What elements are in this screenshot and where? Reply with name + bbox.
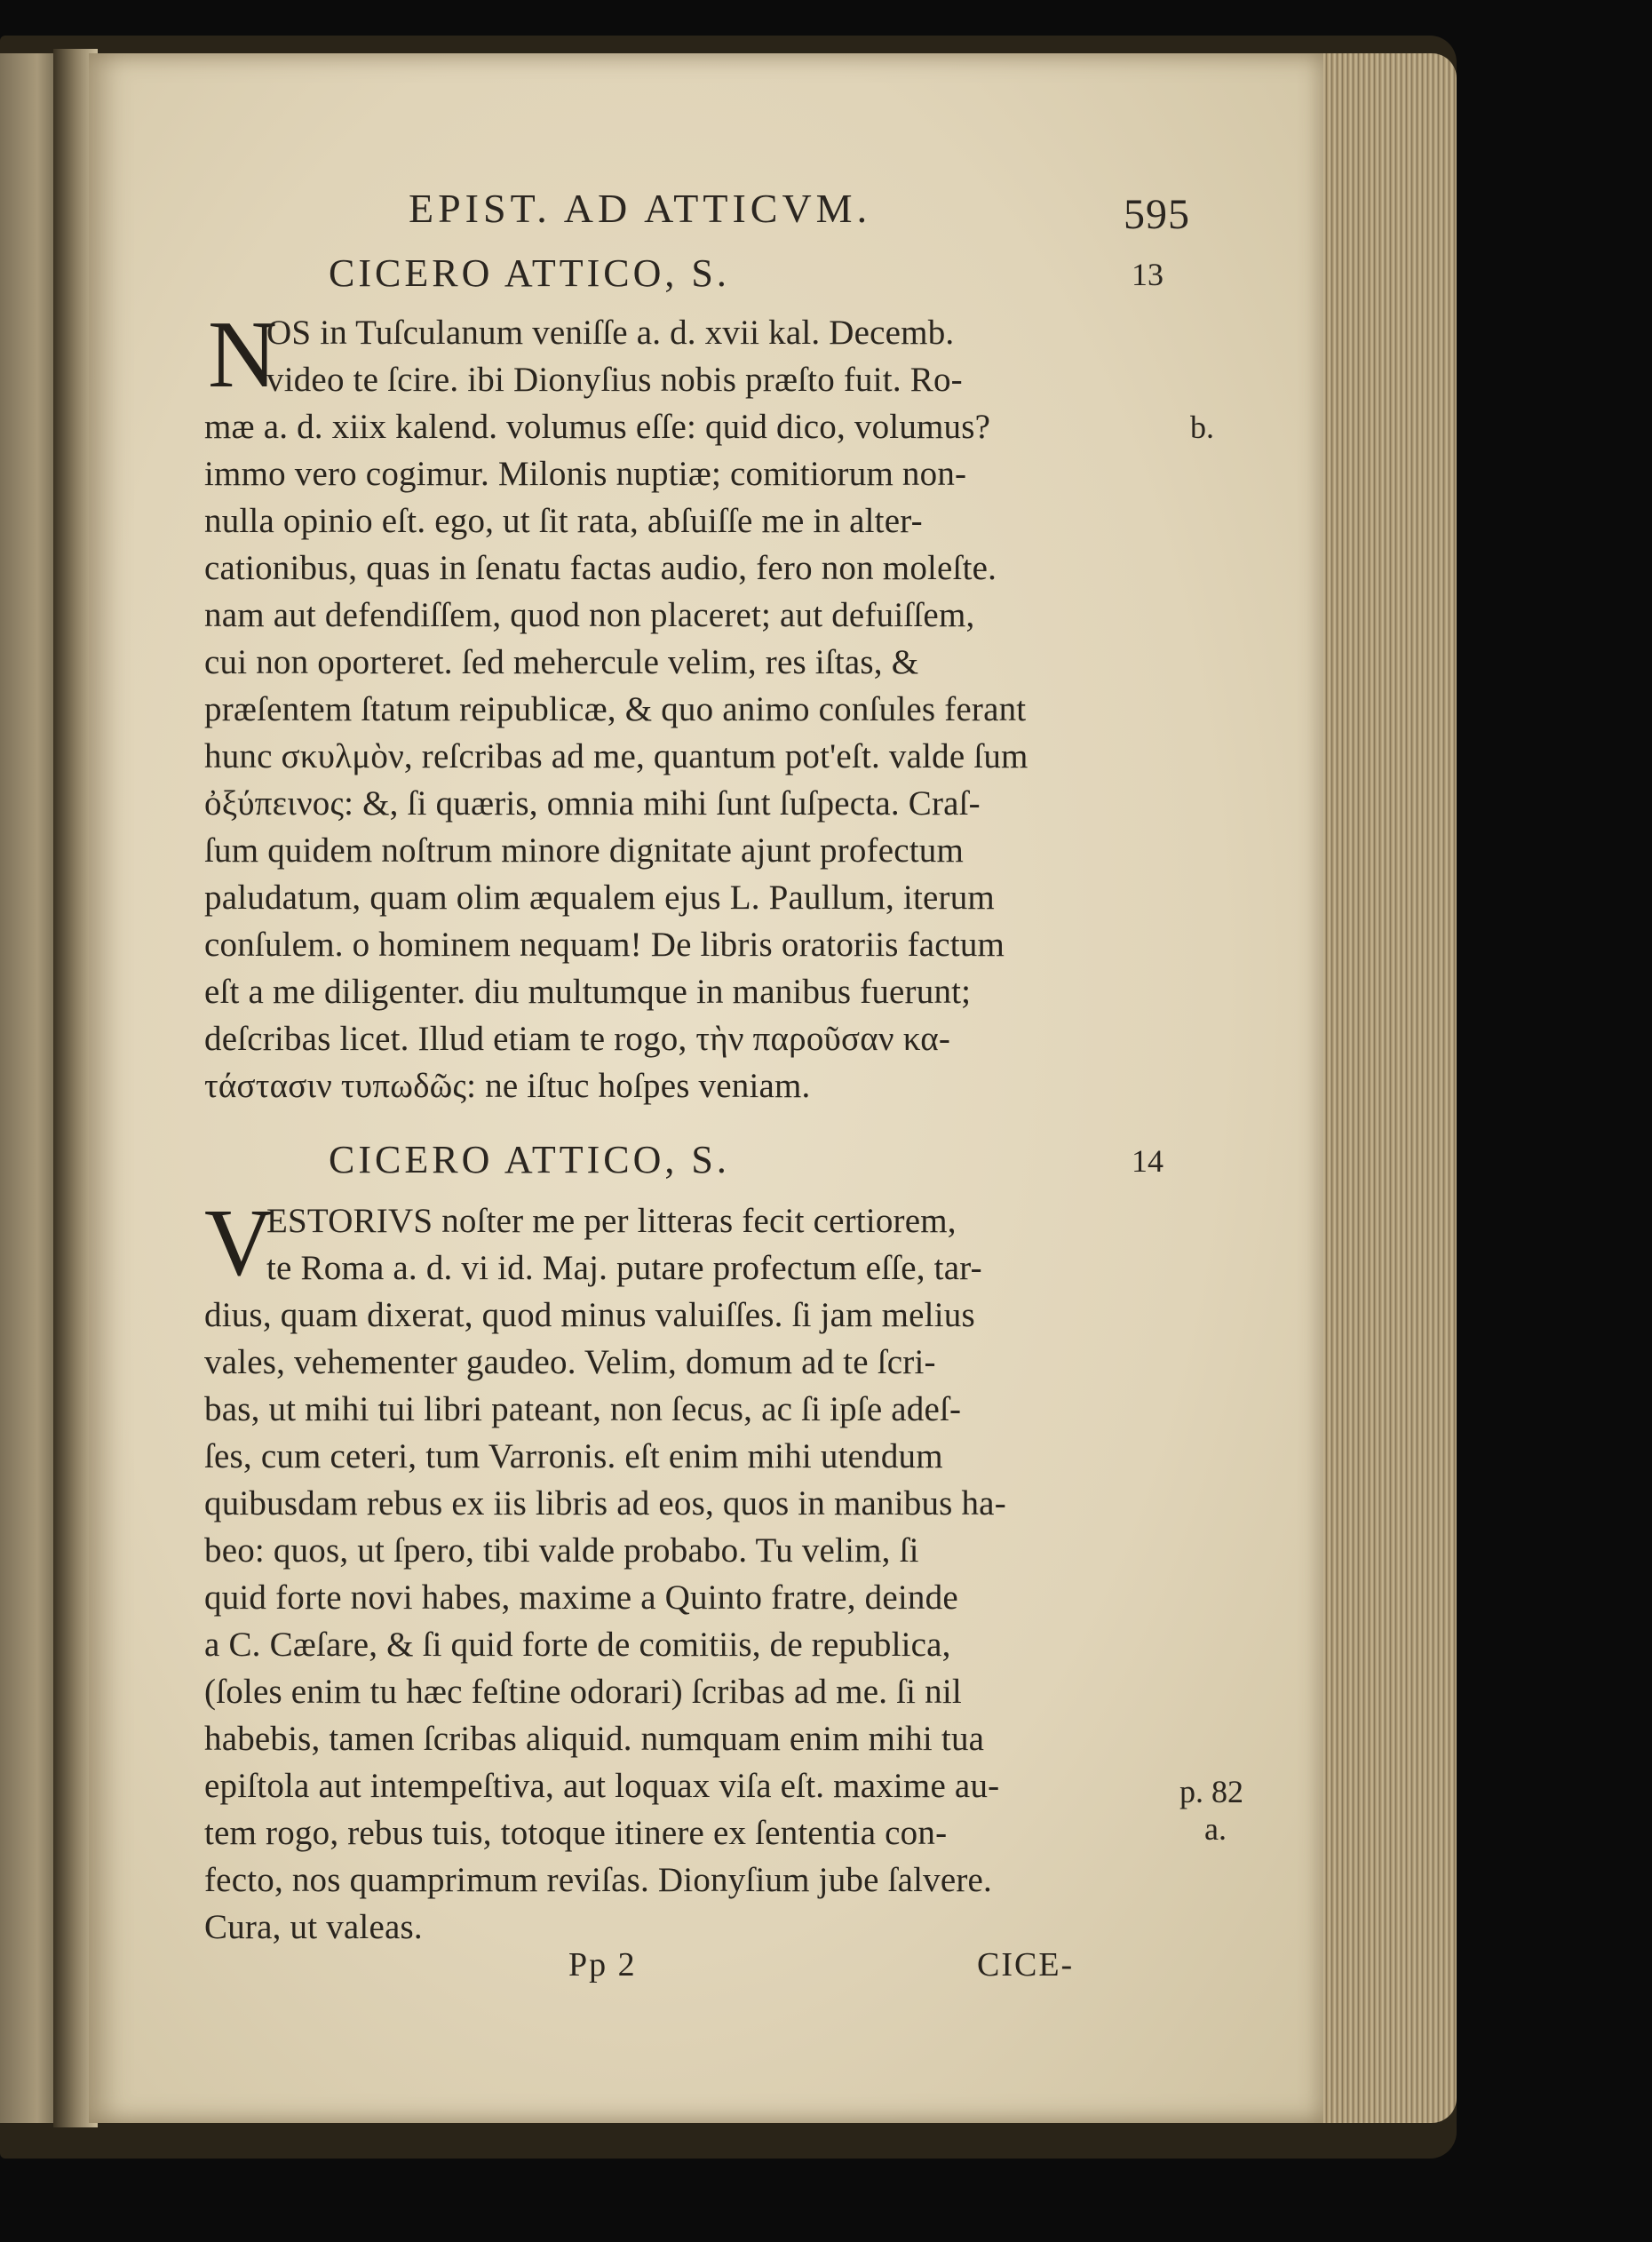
letter-14-heading <box>329 1137 1164 1185</box>
letter-14-line: (ſoles enim tu hæc feſtine odorari) ſcribas ad me. ſi nil <box>204 1673 962 1711</box>
letter-13-line: deſcribas licet. Illud etiam te rogo, τὴν παροῦσαν κα- <box>204 1020 951 1058</box>
letter-13-number: 13 <box>1132 257 1164 292</box>
letter-14-line: fecto, nos quamprimum reviſas. Dionyſium jube ſalvere. <box>204 1861 993 1899</box>
letter-13-line: nulla opinio eſt. ego, ut ſit rata, abſuiſſe me in alter- <box>204 502 923 540</box>
letter-13-line: cui non oporteret. ſed mehercule velim, res iſtas, & <box>204 643 919 681</box>
letter-14-line: ESTORIVS noſter me per litteras fecit certiorem, <box>266 1202 957 1240</box>
letter-14-initial: V <box>204 1190 274 1296</box>
letter-14-line: beo: quos, ut ſpero, tibi valde probabo. Tu velim, ſi <box>204 1531 919 1570</box>
letter-13-line: præſentem ſtatum reipublicæ, & quo animo conſules ferant <box>204 690 1027 728</box>
letter-14-line: tem rogo, rebus tuis, totoque itinere ex ſententia con- <box>204 1814 948 1852</box>
letter-14-line: Cura, ut valeas. <box>204 1908 423 1946</box>
letter-14-line: quibusdam rebus ex iis libris ad eos, quos in manibus ha- <box>204 1484 1006 1522</box>
letter-13-title: CICERO ATTICO, S. <box>329 251 730 295</box>
letter-14-line: ſes, cum ceteri, tum Varronis. eſt enim mihi utendum <box>204 1437 943 1475</box>
letter-14-line: a C. Cæſare, & ſi quid forte de comitiis, de republica, <box>204 1626 951 1664</box>
letter-14-line: bas, ut mihi tui libri pateant, non ſecus, ac ſi ipſe adeſ- <box>204 1390 962 1428</box>
letter-14-line: quid forte novi habes, maxime a Quinto fratre, deinde <box>204 1578 958 1617</box>
running-head <box>409 185 1190 238</box>
book-page <box>89 53 1323 2123</box>
letter-14-line: vales, vehementer gaudeo. Velim, domum ad te ſcri- <box>204 1343 936 1381</box>
margin-note: a. <box>1204 1811 1227 1847</box>
letter-13-line: conſulem. o hominem nequam! De libris oratoriis factum <box>204 926 1005 964</box>
letter-13-line: τάστασιν τυπωδῶς: ne iſtuc hoſpes veniam. <box>204 1067 811 1105</box>
running-head-title: EPIST. AD ATTICVM. <box>409 186 872 231</box>
letter-14-line: dius, quam dixerat, quod minus valuiſſes. ſi jam melius <box>204 1296 975 1334</box>
letter-13-line: eſt a me diligenter. diu multumque in manibus fuerunt; <box>204 973 972 1011</box>
letter-13-line: OS in Tuſculanum veniſſe a. d. xvii kal. Decemb. <box>266 314 955 352</box>
letter-13-line: immo vero cogimur. Milonis nuptiæ; comitiorum non- <box>204 455 967 493</box>
letter-14-line: te Roma a. d. vi id. Maj. putare profectum eſſe, tar- <box>266 1249 982 1287</box>
letter-13-line: mæ a. d. xiix kalend. volumus eſſe: quid dico, volumus? <box>204 408 991 446</box>
page-edges <box>1306 53 1457 2123</box>
catchword: CICE- <box>977 1946 1075 1984</box>
letter-13-line: cationibus, quas in ſenatu factas audio, fero non moleſte. <box>204 549 997 587</box>
page-number: 595 <box>1124 191 1190 238</box>
letter-14-title: CICERO ATTICO, S. <box>329 1138 730 1181</box>
letter-14-line: epiſtola aut intempeſtiva, aut loquax viſa eſt. maxime au- <box>204 1767 1000 1805</box>
letter-13-heading <box>329 250 1164 298</box>
letter-13-line: hunc σκυλμὸν, reſcribas ad me, quantum pot'eſt. valde ſum <box>204 737 1029 775</box>
margin-note: b. <box>1190 409 1214 445</box>
signature-mark: Pp 2 <box>568 1946 637 1984</box>
letter-13-line: paludatum, quam olim æqualem ejus L. Paullum, iterum <box>204 879 995 917</box>
letter-13-line: video te ſcire. ibi Dionyſius nobis præſto fuit. Ro- <box>266 361 963 399</box>
letter-14-number: 14 <box>1132 1143 1164 1179</box>
margin-note: p. 82 <box>1179 1774 1243 1809</box>
letter-14-line: habebis, tamen ſcribas aliquid. numquam enim mihi tua <box>204 1720 985 1758</box>
letter-13-line: ὀξύπεινος: &, ſi quæris, omnia mihi ſunt ſuſpecta. Craſ- <box>204 784 981 823</box>
letter-13-line: nam aut defendiſſem, quod non placeret; aut defuiſſem, <box>204 596 975 634</box>
letter-13-initial: N <box>208 302 277 408</box>
letter-13-line: ſum quidem noſtrum minore dignitate ajunt profectum <box>204 831 965 870</box>
